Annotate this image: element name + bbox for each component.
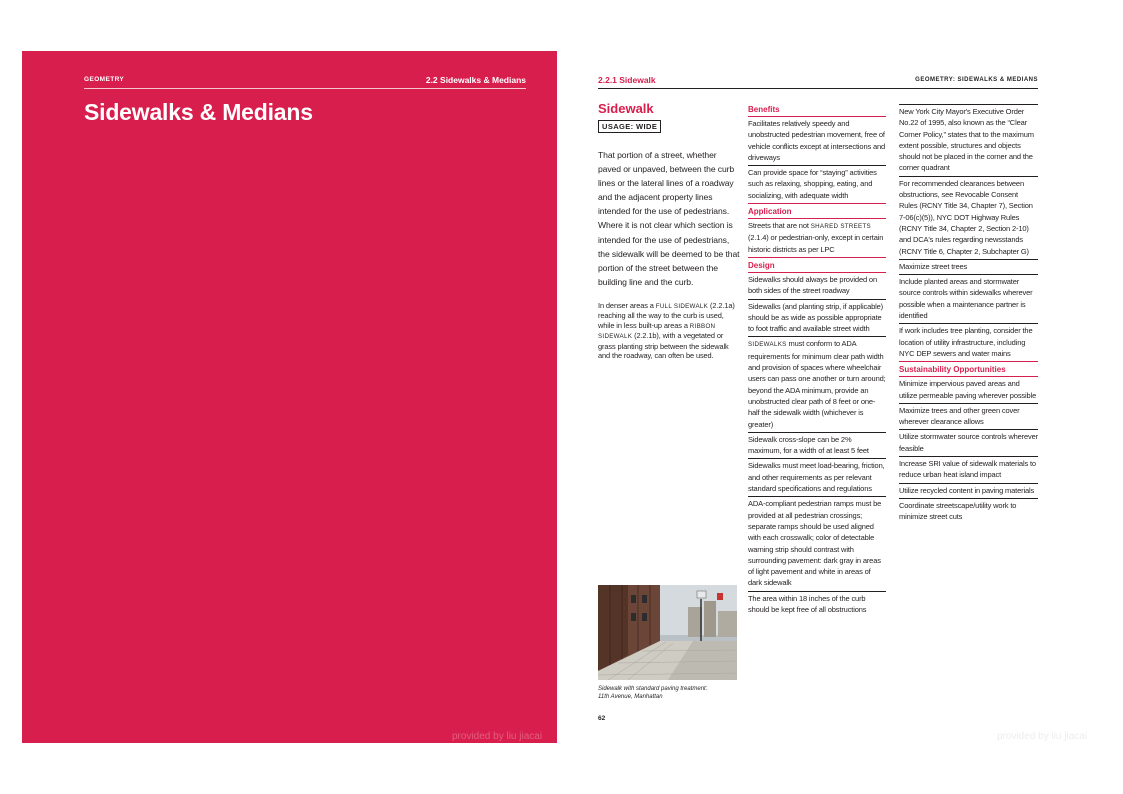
list-item: Utilize recycled content in paving materials (899, 484, 1038, 499)
list-item: For recommended clearances between obstructions, see Revocable Consent Rules (RCNY Title 34, Chapter 7), Section 7-06(c)(5)), NYC DOT Highway Rules (RCNY Title 34, Chapter 2, Section 2-10) and DCA's rules regarding newsstands (RCNY Title 6, Chapter 2, Subchapter G) (899, 177, 1038, 260)
application-text-1: Streets that are not (748, 221, 811, 231)
list-item: Can provide space for “staying” activities such as relaxing, shopping, eating, and socializing, with adequate width (748, 168, 877, 200)
list-item (748, 219, 886, 257)
term-ribbon-sidewalk: RIBBON SIDEWALK (598, 322, 716, 341)
benefits-design-column (748, 104, 886, 617)
list-item: Increase SRI value of sidewalk materials to reduce urban heat island impact (899, 457, 1038, 484)
list-item: The area within 18 inches of the curb should be kept free of all obstructions (748, 593, 867, 614)
sustainability-top-rule (899, 361, 1038, 362)
list-item: Coordinate streetscape/utility work to minimize street cuts (899, 500, 1017, 522)
list-item (748, 337, 886, 432)
benefits-heading: Benefits (748, 105, 780, 114)
intro-paragraph (598, 301, 740, 360)
list-item: Minimize impervious paved areas and utilize permeable paving wherever possible (899, 377, 1038, 404)
sidewalk-photo (598, 585, 737, 680)
list-item: Sidewalks should always be provided on both sides of the street roadway (748, 273, 886, 300)
sustainability-heading: Sustainability Opportunities (899, 365, 1006, 375)
list-item: Sidewalks must meet load-bearing, friction, and other requirements as per relevant standard specifications and regulations (748, 459, 886, 497)
application-top-rule (748, 203, 886, 204)
right-header-rule (598, 88, 1038, 89)
intro-text-3: (2.2.1b), with a vegetated or grass planting strip between the sidewalk and the roadway, can often be used. (598, 331, 729, 360)
design-heading: Design (748, 260, 775, 270)
photo-caption (598, 685, 738, 701)
list-item: Maximize street trees (899, 260, 1038, 275)
definition-paragraph: That portion of a street, whether paved or unpaved, between the curb lines or the lateral lines of a roadway and the adjacent property lines intended for the use of pedestrians. Where it is not clear which section is intended for the use of pedestrians, the sidewalk will be deemed to be that portion of the street between the building line and the curb. (598, 150, 740, 287)
list-item: Facilitates relatively speedy and unobstructed pedestrian movement, free of vehicle conflicts except at intersections and driveways (748, 117, 886, 166)
list-item: If work includes tree planting, consider the location of utility infrastructure, including NYC DEP sewers and water mains (899, 326, 1033, 358)
list-item: New York City Mayor's Executive Order No.22 of 1995, also known as the “Clear Corner Policy,” states that to the maximum extent possible, structures and objects should not be placed in the corner and the corner quadrant (899, 104, 1038, 177)
photo-caption-line-1: Sidewalk with standard paving treatment: (598, 686, 708, 692)
ada-requirement-text: must conform to ADA requirements for minimum clear path width and provision of spaces where wheelchair users can pass one another or turn around; beyond the ADA minimum, provide an unobstructed clear path of 8 feet or one-half the sidewalk width (whichever is greater) (748, 339, 886, 429)
application-heading: Application (748, 207, 792, 217)
left-chapter-label: 2.2 Sidewalks & Medians (425, 75, 526, 85)
right-chapter-label: GEOMETRY: SIDEWALKS & MEDIANS (915, 77, 1038, 83)
chapter-title: Sidewalks & Medians (84, 99, 313, 125)
right-section-label: 2.2.1 Sidewalk (598, 75, 656, 85)
page-number: 62 (598, 715, 606, 722)
term-full-sidewalk: FULL SIDEWALK (655, 302, 709, 310)
list-item: Maximize trees and other green cover wherever clearance allows (899, 404, 1038, 431)
list-item: Include planted areas and stormwater source controls within sidewalks wherever possible when a maintenance partner is identified (899, 275, 1038, 324)
section-title: Sidewalk (598, 101, 654, 116)
list-item: ADA-compliant pedestrian ramps must be provided at all pedestrian crossings; separate ramps should be used aligned with each crosswalk; color of detectable warning strip should contrast with surrounding pavement: dark gray in areas of light pavement and white in areas of dark sidewalk (748, 497, 886, 591)
usage-badge: USAGE: WIDE (598, 120, 661, 133)
intro-text-2: (2.2.1a) reaching all the way to the curb is used, while in less built-up areas a (598, 300, 735, 330)
intro-column (598, 101, 740, 360)
term-shared-streets: SHARED STREETS (810, 223, 871, 231)
right-watermark: provided by liu jiacai (997, 731, 1088, 742)
design-sustainability-column (899, 104, 1038, 525)
left-watermark: provided by liu jiacai (452, 731, 543, 742)
intro-text-1: In denser areas a (598, 300, 656, 310)
list-item: Sidewalks (and planting strip, if applicable) should be as wide as possible appropriate to foot traffic and available street width (748, 300, 886, 338)
list-item: Utilize stormwater source controls wherever feasible (899, 430, 1038, 457)
design-top-rule (748, 257, 886, 258)
left-header-rule (84, 88, 526, 89)
term-sidewalks: SIDEWALKS (748, 341, 787, 349)
photo-caption-line-2: 11th Avenue, Manhattan (598, 694, 663, 700)
list-item: Sidewalk cross-slope can be 2% maximum, for a width of at least 5 feet (748, 433, 886, 460)
application-text-2: (2.1.4) or pedestrian-only, except in certain historic districts as per LPC (748, 233, 884, 254)
left-section-label: GEOMETRY (84, 76, 125, 83)
right-page (557, 51, 1123, 743)
sidewalk-photo-image (598, 585, 737, 680)
left-page (22, 51, 557, 743)
